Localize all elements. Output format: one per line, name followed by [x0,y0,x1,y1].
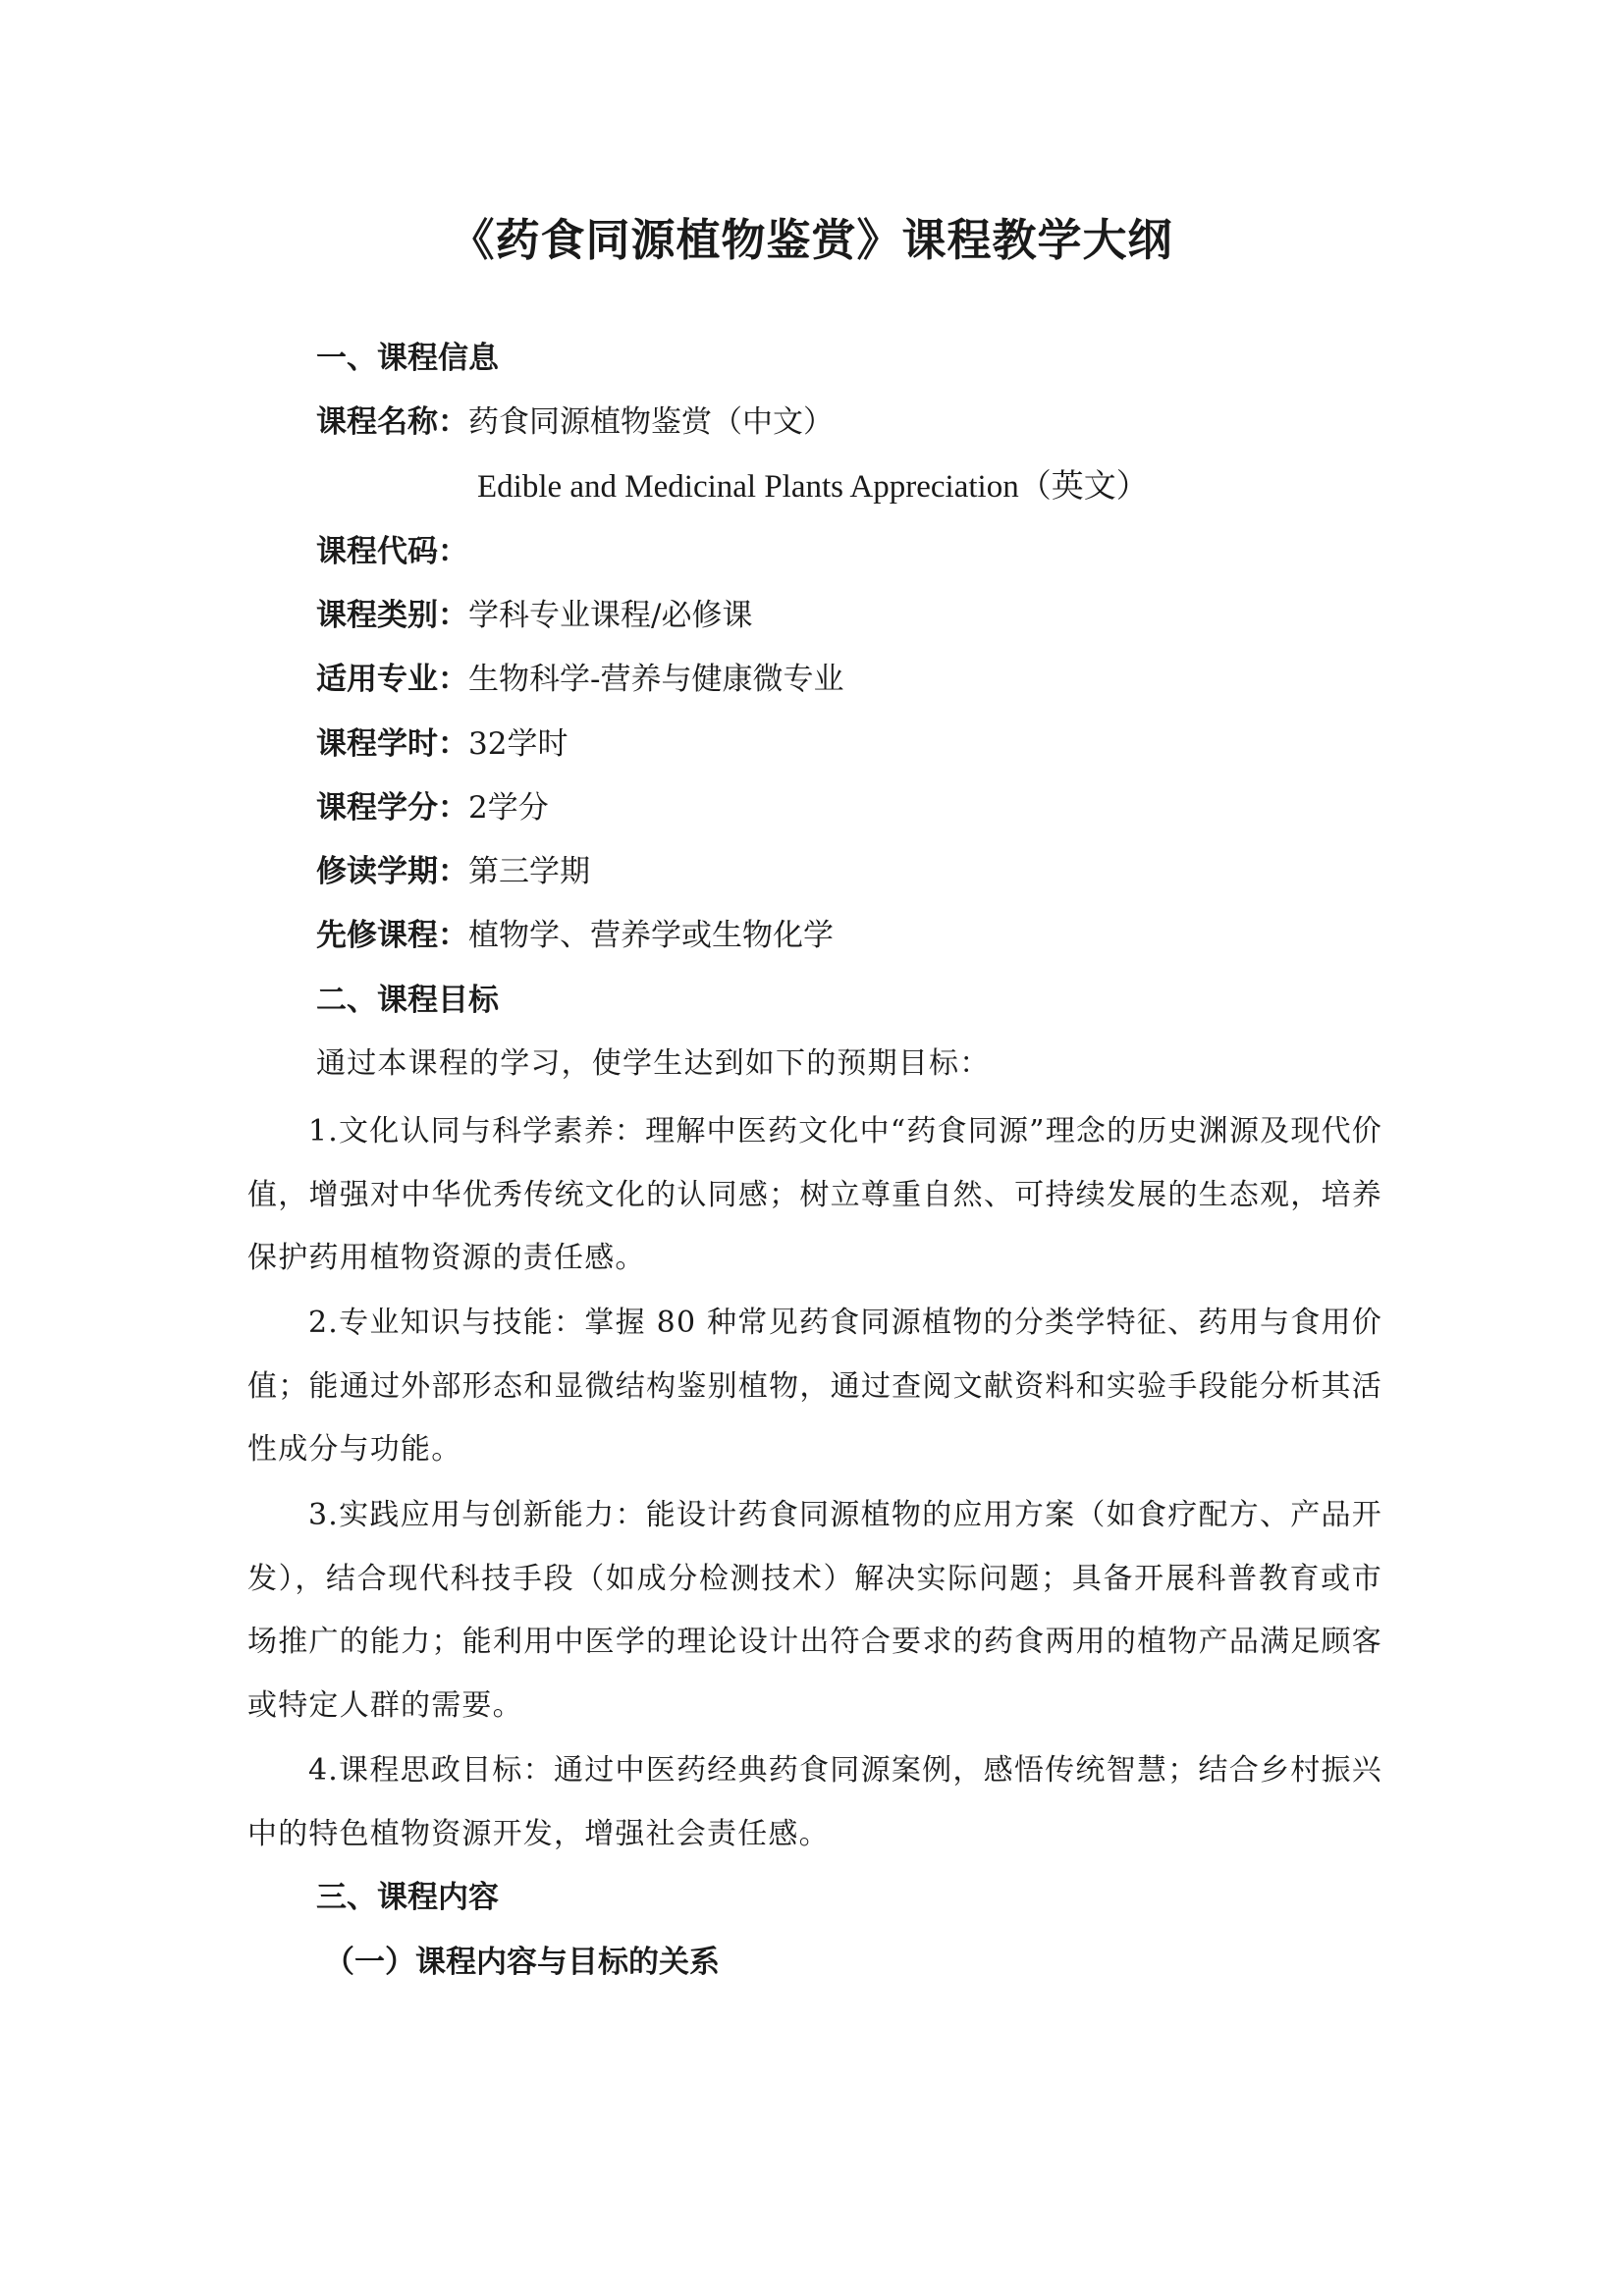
course-name-cn: 药食同源植物鉴赏（中文） [468,404,834,440]
course-name-label: 课程名称： [316,404,468,440]
subsection-heading-content-goals: （一）课程内容与目标的关系 [324,1945,720,1980]
semester-label: 修读学期： [316,854,468,889]
course-type-label: 课程类别： [316,598,468,633]
major-row [316,660,843,699]
goals-intro: 通过本课程的学习，使学生达到如下的预期目标： [316,1046,991,1081]
goal-4-paragraph: 4.课程思政目标：通过中医药经典药食同源案例，感悟传统智慧；结合乡村振兴中的特色植物资源开发，增强社会责任感。 [247,1753,1382,1851]
credits-row [316,788,549,828]
prereq-value: 植物学、营养学或生物化学 [468,918,834,953]
semester-row [316,852,590,891]
major-label: 适用专业： [316,662,468,697]
document-title: 《药食同源植物鉴赏》课程教学大纲 [450,214,1173,266]
hours-value: 32学时 [468,726,568,762]
course-code-row [316,532,468,571]
goal-2-paragraph: 2.专业知识与技能：掌握 80 种常见药食同源植物的分类学特征、药用与食用价值；能通过外部形态和显微结构鉴别植物，通过查阅文献资料和实验手段能分析其活性成分与功能。 [247,1306,1382,1467]
major-value: 生物科学-营养与健康微专业 [468,662,844,697]
goal-1-paragraph: 1.文化认同与科学素养：理解中医药文化中“药食同源”理念的历史渊源及现代价值，增强对中华优秀传统文化的认同感；树立尊重自然、可持续发展的生态观，培养保护药用植物资源的责任感。 [247,1114,1382,1275]
prereq-label: 先修课程： [316,918,468,953]
goal-3-paragraph: 3.实践应用与创新能力：能设计药食同源植物的应用方案（如食疗配方、产品开发），结合现代科技手段（如成分检测技术）解决实际问题；具备开展科普教育或市场推广的能力；能利用中医学的理论设计出符合要求的药食两用的植物产品满足顾客或特定人群的需要。 [247,1498,1382,1723]
course-type-row [316,596,752,635]
course-type-value: 学科专业课程/必修课 [468,598,753,633]
credits-label: 课程学分： [316,790,468,826]
hours-row [316,724,568,764]
section-heading-course-content: 三、课程内容 [316,1880,499,1915]
course-name-row [316,402,834,442]
hours-label: 课程学时： [316,726,468,762]
course-code-label: 课程代码： [316,534,468,569]
section-heading-course-info: 一、课程信息 [316,341,499,376]
credits-value: 2学分 [468,790,549,826]
course-name-en: Edible and Medicinal Plants Appreciation（英文） [477,469,1149,505]
section-heading-course-goals: 二、课程目标 [316,983,499,1018]
prereq-row [316,916,834,955]
semester-value: 第三学期 [468,854,590,889]
